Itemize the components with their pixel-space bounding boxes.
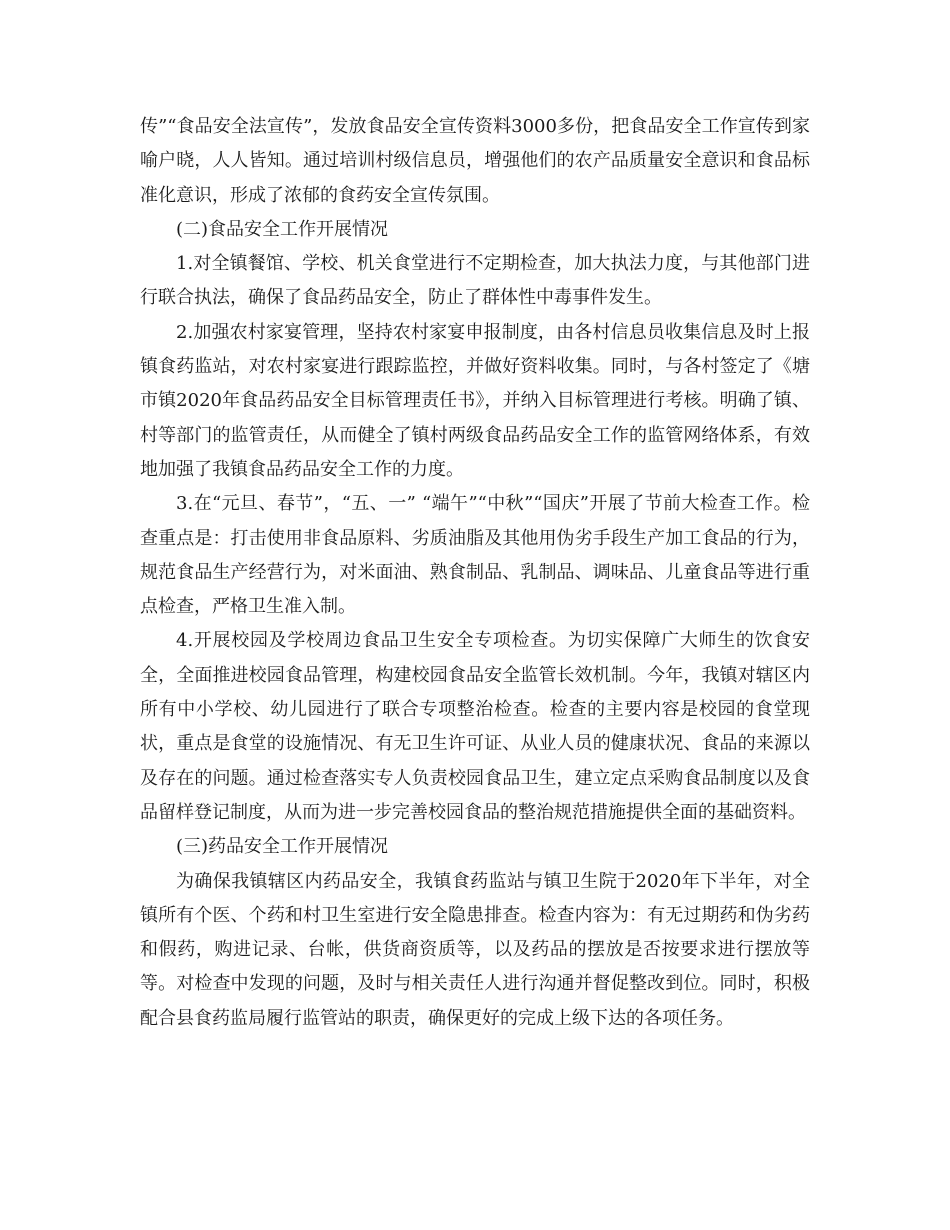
- paragraph-item-1: 1.对全镇餐馆、学校、机关食堂进行不定期检查，加大执法力度，与其他部门进行联合执法，确保了食品药品安全，防止了群体性中毒事件发生。: [140, 253, 810, 309]
- section-heading-drug-safety: (三)药品安全工作开展情况: [176, 836, 389, 858]
- paragraph-item-4: 4.开展校园及学校周边食品卫生安全专项检查。为切实保障广大师生的饮食安全，全面推进校园食品管理，构建校园食品安全监管长效机制。今年，我镇对辖区内所有中小学校、幼儿园进行了联合专项整治检查。检查的主要内容是校园的食堂现状，重点是食堂的设施情况、有无卫生许可证、从业人员的健康状况、食品的来源以及存在的问题。通过检查落实专人负责校园食品卫生，建立定点采购食品制度以及食品留样登记制度，从而为进一步完善校园食品的整治规范措施提供全面的基础资料。: [140, 630, 810, 823]
- section-heading-food-safety: (二)食品安全工作开展情况: [176, 218, 389, 240]
- document-page: [140, 110, 810, 1036]
- paragraph-item-2: 2.加强农村家宴管理，坚持农村家宴申报制度，由各村信息员收集信息及时上报镇食药监站，对农村家宴进行跟踪监控，并做好资料收集。同时，与各村签定了《塘市镇2020年食品药品安全目标管理责任书》，并纳入目标管理进行考核。明确了镇、村等部门的监管责任，从而健全了镇村两级食品药品安全工作的监管网络体系，有效地加强了我镇食品药品安全工作的力度。: [140, 321, 810, 480]
- paragraph-continuation: 传”“食品安全法宣传”，发放食品安全宣传资料3000多份，把食品安全工作宣传到家喻户晓，人人皆知。通过培训村级信息员，增强他们的农产品质量安全意识和食品标准化意识，形成了浓郁的食药安全宣传氛围。: [140, 116, 810, 206]
- paragraph-drug-safety: 为确保我镇辖区内药品安全，我镇食药监站与镇卫生院于2020年下半年，对全镇所有个医、个药和村卫生室进行安全隐患排查。检查内容为：有无过期药和伪劣药和假药，购进记录、台帐，供货商资质等，以及药品的摆放是否按要求进行摆放等等。对检查中发现的问题，及时与相关责任人进行沟通并督促整改到位。同时，积极配合县食药监局履行监管站的职责，确保更好的完成上级下达的各项任务。: [140, 870, 810, 1029]
- paragraph-item-3: 3.在“元旦、春节”，“五、一” “端午”“中秋”“国庆”开展了节前大检查工作。检查重点是：打击使用非食品原料、劣质油脂及其他用伪劣手段生产加工食品的行为，规范食品生产经营行为，对米面油、熟食制品、乳制品、调味品、儿童食品等进行重点检查，严格卫生准入制。: [140, 493, 810, 618]
